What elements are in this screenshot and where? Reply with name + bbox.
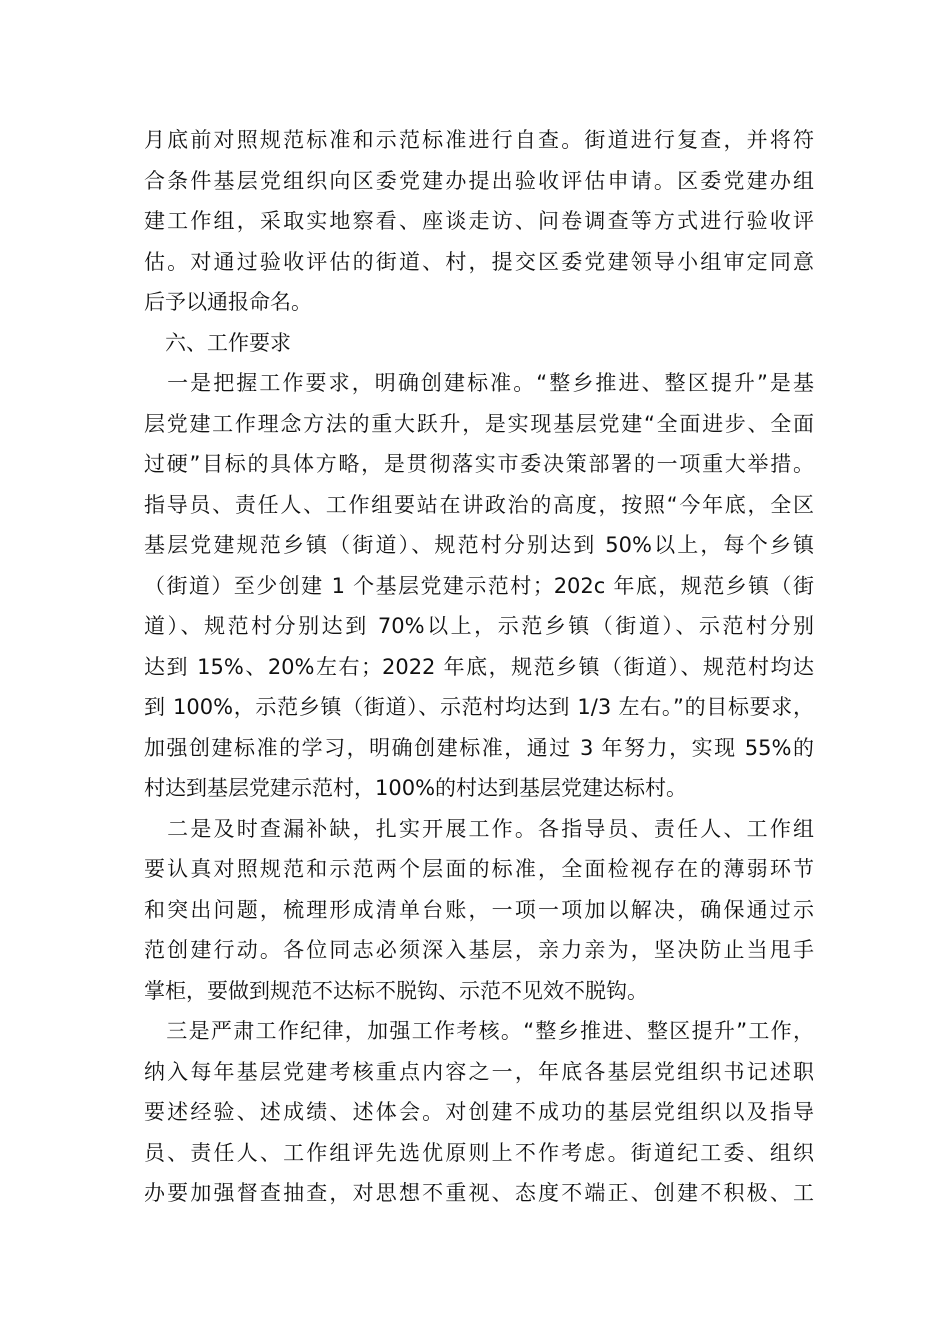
section-heading: 六、工作要求 [144, 330, 291, 355]
text-line: 范创建行动。各位同志必须深入基层，亲力亲为，坚决防止当甩手 [144, 938, 814, 962]
paragraph-1 [144, 120, 814, 323]
text-line: 层党建工作理念方法的重大跃升，是实现基层党建“全面进步、全面 [144, 411, 814, 436]
text-line: 基层党建规范乡镇（街道）、规范村分别达到 50%以上，每个乡镇 [144, 533, 814, 557]
text-line: 纳入每年基层党建考核重点内容之一，年底各基层党组织书记述职 [144, 1059, 814, 1084]
text-line: 加强创建标准的学习，明确创建标准，通过 3 年努力，实现 55%的 [144, 735, 814, 760]
text-line: 道）、规范村分别达到 70%以上，示范乡镇（街道）、示范村分别 [144, 614, 814, 638]
text-line: 三是严肃工作纪律，加强工作考核。“整乡推进、整区提升”工作， [144, 1019, 814, 1043]
text-line: 过硬”目标的具体方略，是贯彻落实市委决策部署的一项重大举措。 [144, 452, 814, 476]
text-line: 月底前对照规范标准和示范标准进行自查。街道进行复查，并将符 [144, 128, 814, 152]
text-line: 办要加强督查抽查，对思想不重视、态度不端正、创建不积极、工 [144, 1181, 814, 1205]
text-line: 建工作组，采取实地察看、座谈走访、问卷调查等方式进行验收评 [144, 209, 814, 233]
text-line: 要述经验、述成绩、述体会。对创建不成功的基层党组织以及指导 [144, 1100, 814, 1124]
text-line: 村达到基层党建示范村，100%的村达到基层党建达标村。 [144, 776, 688, 800]
paragraph-4 [144, 1011, 814, 1214]
text-line: 和突出问题，梳理形成清单台账，一项一项加以解决，确保通过示 [144, 897, 814, 922]
text-line: 要认真对照规范和示范两个层面的标准，全面检视存在的薄弱环节 [144, 857, 814, 881]
document-body [144, 120, 814, 1214]
text-line: （街道）至少创建 1 个基层党建示范村；202c 年底，规范乡镇（街 [144, 573, 814, 598]
text-line: 合条件基层党组织向区委党建办提出验收评估申请。区委党建办组 [144, 168, 814, 193]
text-line: 指导员、责任人、工作组要站在讲政治的高度，按照“今年底，全区 [144, 492, 814, 517]
paragraph-2 [144, 363, 814, 809]
text-line: 达到 15%、20%左右；2022 年底，规范乡镇（街道）、规范村均达 [144, 654, 814, 679]
text-line: 二是及时查漏补缺，扎实开展工作。各指导员、责任人、工作组 [144, 816, 814, 841]
text-line: 一是把握工作要求，明确创建标准。“整乡推进、整区提升”是基 [144, 371, 814, 395]
text-line: 员、责任人、工作组评先选优原则上不作考虑。街道纪工委、组织 [144, 1140, 814, 1165]
paragraph-3 [144, 809, 814, 1012]
text-line: 估。对通过验收评估的街道、村，提交区委党建领导小组审定同意 [144, 249, 814, 274]
text-line: 后予以通报命名。 [144, 290, 312, 314]
text-line: 到 100%，示范乡镇（街道）、示范村均达到 1/3 左右。”的目标要求， [144, 695, 814, 719]
text-line: 掌柜，要做到规范不达标不脱钩、示范不见效不脱钩。 [144, 978, 648, 1003]
